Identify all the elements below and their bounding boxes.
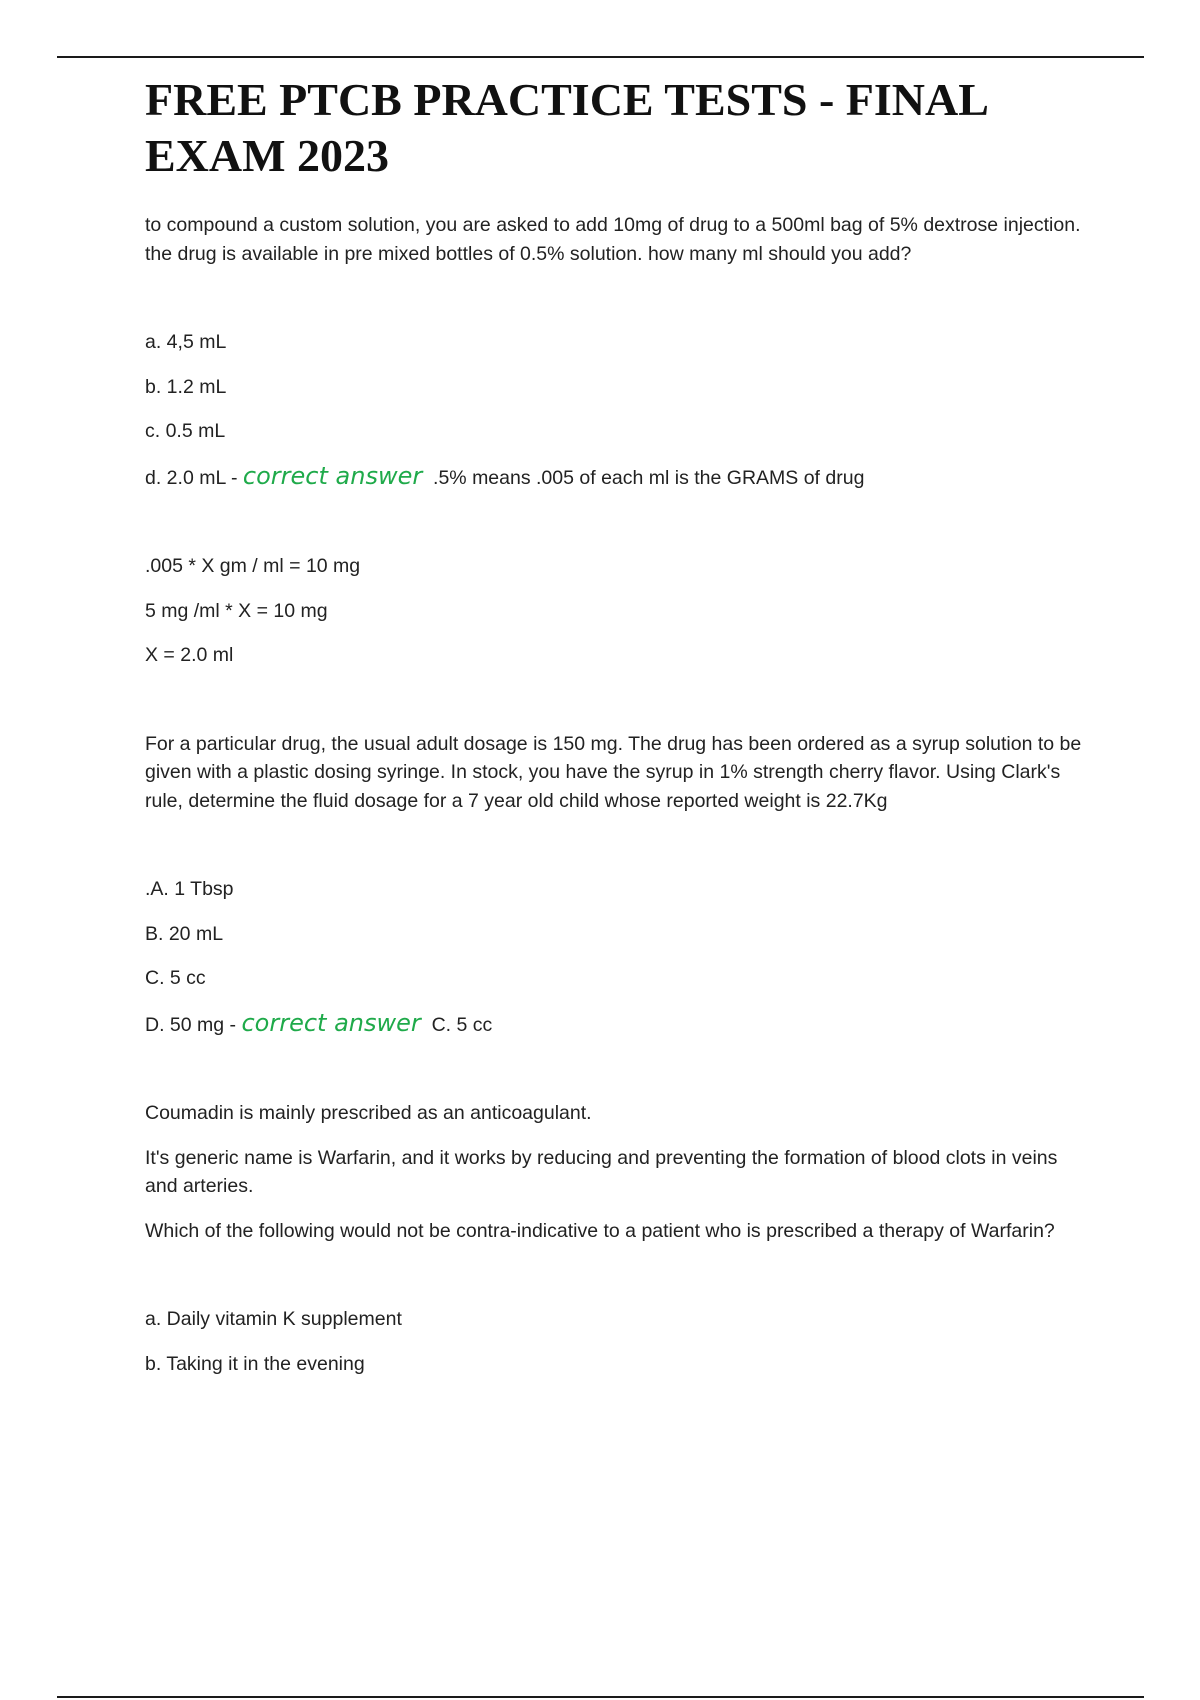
page-title: FREE PTCB PRACTICE TESTS - FINAL EXAM 2023 — [145, 74, 987, 181]
q1-work-line-2: 5 mg /ml * X = 10 mg — [145, 599, 328, 622]
q2-option-c: C. 5 cc — [145, 967, 206, 989]
q2-correct-answer-label: correct answer — [241, 1008, 421, 1037]
q1-work-line-1: .005 * X gm / ml = 10 mg — [145, 555, 361, 577]
q2-explanation: C. 5 cc — [431, 1013, 493, 1036]
q1-explanation: .5% means .005 of each ml is the GRAMS of drug — [433, 466, 865, 489]
q1-correct-answer-label: correct answer — [242, 461, 423, 490]
q1-option-c: c. 0.5 mL — [145, 420, 226, 442]
bottom-rule — [57, 1696, 1144, 1698]
q1-option-a: a. 4,5 mL — [145, 331, 227, 353]
q1-option-d: d. 2.0 mL - — [145, 466, 243, 489]
q2-option-b: B. 20 mL — [145, 922, 224, 945]
question-3-text: Which of the following would not be contra-indicative to a patient who is prescribed a therapy of Warfarin? — [145, 1219, 1055, 1242]
top-rule — [57, 56, 1144, 58]
q1-option-d-line — [145, 462, 1095, 493]
question-1-text: to compound a custom solution, you are asked to add 10mg of drug to a 500ml bag of 5% dextrose injection. the drug is available in pre mixed bottles of 0.5% solution. how many ml should you add? — [145, 214, 1081, 265]
document-body — [145, 72, 1095, 1378]
q1-work-line-3: X = 2.0 ml — [145, 644, 234, 666]
q2-option-d-line — [145, 1009, 1095, 1040]
question-2-text: For a particular drug, the usual adult dosage is 150 mg. The drug has been ordered as a syrup solution to be given with a plastic dosing syringe. In stock, you have the syrup in 1% strength cherry flavor. Using Clark's rule, determine the fluid dosage for a 7 year old child whose reported weight is 22.7Kg — [145, 732, 1082, 812]
q3-intro-2: It's generic name is Warfarin, and it works by reducing and preventing the formation of blood clots in veins and arteries. — [145, 1146, 1058, 1197]
q1-option-b: b. 1.2 mL — [145, 375, 227, 398]
q3-option-b: b. Taking it in the evening — [145, 1352, 365, 1375]
q3-intro-1: Coumadin is mainly prescribed as an anticoagulant. — [145, 1102, 592, 1124]
q3-option-a: a. Daily vitamin K supplement — [145, 1308, 402, 1330]
q2-option-a: .A. 1 Tbsp — [145, 878, 234, 900]
q2-option-d: D. 50 mg - — [145, 1013, 242, 1036]
